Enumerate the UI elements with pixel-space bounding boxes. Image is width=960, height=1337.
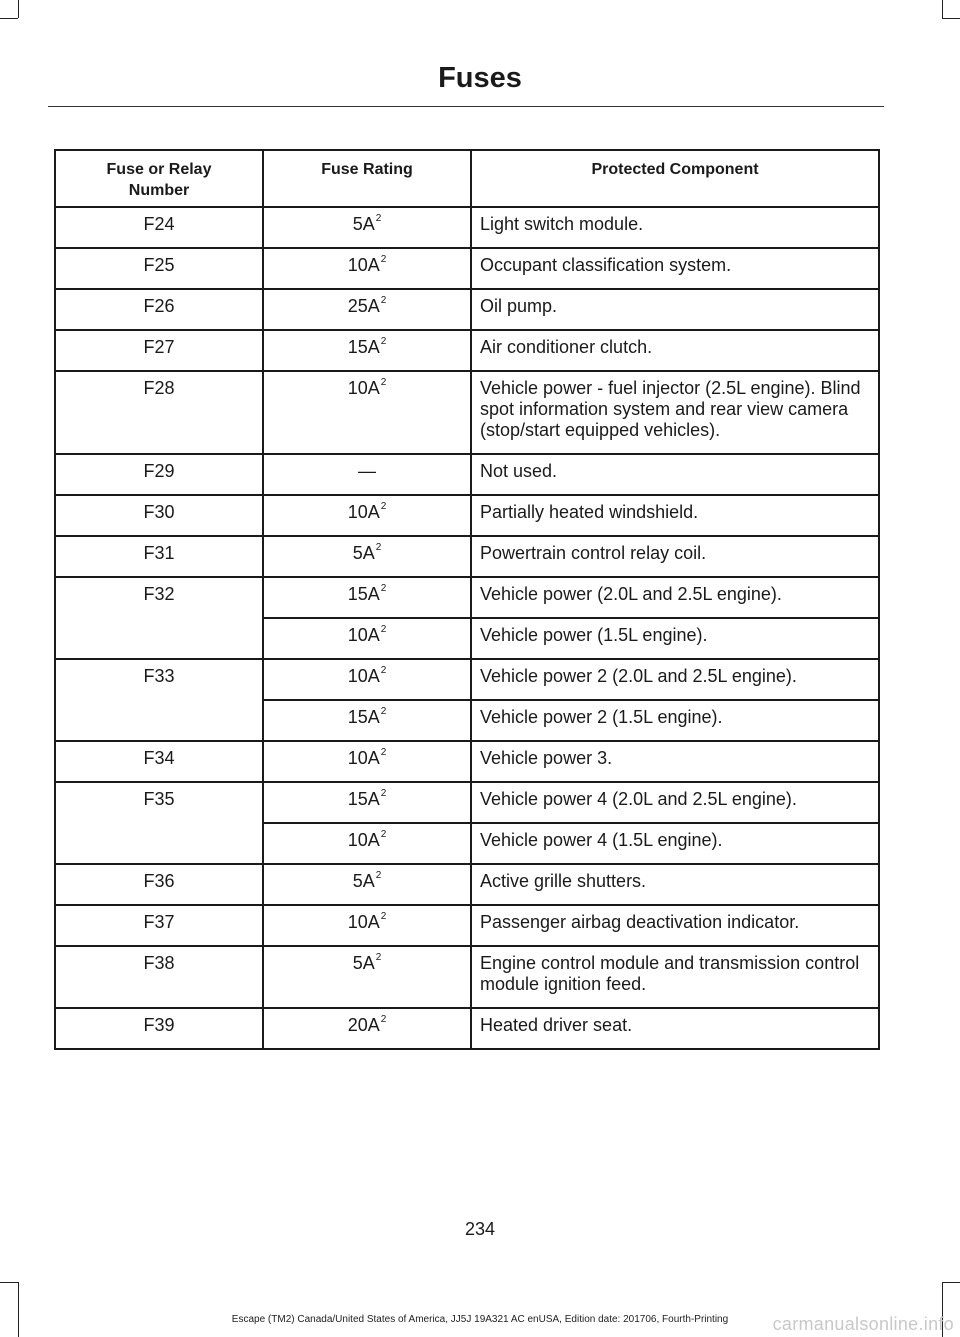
protected-component: Occupant classification system.: [471, 248, 879, 289]
fuse-number: F38: [55, 946, 263, 1008]
protected-component: Vehicle power 2 (1.5L engine).: [471, 700, 879, 741]
fuse-rating: [263, 207, 471, 248]
fuse-rating: [263, 289, 471, 330]
table-row: [55, 1008, 879, 1049]
table-row: [55, 371, 879, 454]
fuse-number: F27: [55, 330, 263, 371]
fuse-rating: [263, 659, 471, 700]
column-header-fuse-number-line1: Fuse or Relay: [106, 161, 212, 178]
table-row: [55, 577, 879, 618]
table-row: [55, 536, 879, 577]
page-number: 234: [464, 1219, 496, 1239]
fuse-number: F31: [55, 536, 263, 577]
fuse-rating-value: 5A: [352, 543, 375, 563]
header-divider: [48, 106, 884, 107]
column-header-fuse-number-line2: Number: [128, 182, 190, 199]
protected-component: Not used.: [471, 454, 879, 495]
fuse-number: F36: [55, 864, 263, 905]
fuse-rating: [263, 782, 471, 823]
table-row: [55, 495, 879, 536]
fuse-number: F28: [55, 371, 263, 454]
footnote-mark: 2: [380, 747, 387, 758]
protected-component: Active grille shutters.: [471, 864, 879, 905]
table-header-row: [55, 150, 879, 207]
footnote-mark: 2: [375, 213, 382, 224]
footnote-mark: 2: [375, 870, 382, 881]
protected-component: Passenger airbag deactivation indicator.: [471, 905, 879, 946]
footnote-mark: 2: [380, 788, 387, 799]
fuse-rating-value: 10A: [347, 748, 380, 768]
footnote-mark: 2: [380, 624, 387, 635]
fuse-number: F34: [55, 741, 263, 782]
protected-component: Vehicle power - fuel injector (2.5L engine). Blind spot information system and rear view camera (stop/start equipped vehicles).: [471, 371, 879, 454]
table-row: [55, 782, 879, 823]
fuse-rating: [263, 741, 471, 782]
fuse-rating-value: 15A: [347, 707, 380, 727]
fuse-rating-value: 20A: [347, 1015, 380, 1035]
fuse-rating: [263, 1008, 471, 1049]
protected-component: Air conditioner clutch.: [471, 330, 879, 371]
crop-mark: [942, 1282, 960, 1283]
table-row: [55, 946, 879, 1008]
fuse-rating-value: 10A: [347, 502, 380, 522]
table-row: [55, 905, 879, 946]
footnote-mark: 2: [380, 336, 387, 347]
fuse-number: F35: [55, 782, 263, 864]
protected-component: Light switch module.: [471, 207, 879, 248]
page-title: Fuses: [438, 62, 522, 94]
footnote-mark: 2: [380, 1014, 387, 1025]
footnote-mark: 2: [380, 829, 387, 840]
edition-line: Escape (TM2) Canada/United States of America, JJ5J 19A321 AC enUSA, Edition date: 201706, Fourth-Printing: [231, 1314, 729, 1325]
protected-component: Vehicle power 4 (1.5L engine).: [471, 823, 879, 864]
fuse-rating-value: —: [358, 461, 376, 481]
fuse-rating-value: 5A: [352, 953, 375, 973]
fuse-rating-value: 15A: [347, 337, 380, 357]
fuse-rating: [263, 864, 471, 905]
fuse-number: F29: [55, 454, 263, 495]
fuse-rating: [263, 371, 471, 454]
fuse-number: F32: [55, 577, 263, 659]
column-header-fuse-rating: Fuse Rating: [263, 150, 471, 207]
crop-mark: [18, 0, 19, 18]
fuse-number: F26: [55, 289, 263, 330]
protected-component: Vehicle power (1.5L engine).: [471, 618, 879, 659]
fuse-rating-value: 10A: [347, 378, 380, 398]
fuse-rating: [263, 905, 471, 946]
column-header-fuse-number: [55, 150, 263, 207]
table-row: [55, 864, 879, 905]
fuse-rating: [263, 946, 471, 1008]
fuse-rating-value: 5A: [352, 871, 375, 891]
fuse-number: F33: [55, 659, 263, 741]
protected-component: Vehicle power 3.: [471, 741, 879, 782]
table-row: [55, 248, 879, 289]
fuse-rating: [263, 454, 471, 495]
crop-mark: [0, 1282, 18, 1283]
fuse-rating: [263, 495, 471, 536]
table-row: [55, 741, 879, 782]
fuse-rating-value: 10A: [347, 255, 380, 275]
footnote-mark: 2: [380, 911, 387, 922]
fuse-rating-value: 25A: [347, 296, 380, 316]
footnote-mark: 2: [375, 542, 382, 553]
protected-component: Vehicle power 2 (2.0L and 2.5L engine).: [471, 659, 879, 700]
table-row: [55, 454, 879, 495]
fuse-number: F39: [55, 1008, 263, 1049]
table-row: [55, 330, 879, 371]
protected-component: Vehicle power (2.0L and 2.5L engine).: [471, 577, 879, 618]
table-row: [55, 289, 879, 330]
column-header-protected-component: Protected Component: [471, 150, 879, 207]
protected-component: Oil pump.: [471, 289, 879, 330]
footnote-mark: 2: [380, 583, 387, 594]
fuse-rating: [263, 700, 471, 741]
watermark: carmanualsonline.info: [772, 1314, 954, 1334]
footnote-mark: 2: [375, 952, 382, 963]
crop-mark: [942, 18, 960, 19]
crop-mark: [942, 0, 943, 18]
fuse-rating: [263, 248, 471, 289]
footnote-mark: 2: [380, 501, 387, 512]
fuse-rating-value: 10A: [347, 666, 380, 686]
fuse-rating-value: 10A: [347, 830, 380, 850]
footnote-mark: 2: [380, 706, 387, 717]
crop-mark: [18, 1282, 19, 1337]
table-row: [55, 207, 879, 248]
fuse-rating: [263, 330, 471, 371]
footnote-mark: 2: [380, 665, 387, 676]
protected-component: Powertrain control relay coil.: [471, 536, 879, 577]
fuse-rating: [263, 577, 471, 618]
footnote-mark: 2: [380, 295, 387, 306]
footnote-mark: 2: [380, 254, 387, 265]
protected-component: Engine control module and transmission control module ignition feed.: [471, 946, 879, 1008]
fuse-number: F24: [55, 207, 263, 248]
protected-component: Vehicle power 4 (2.0L and 2.5L engine).: [471, 782, 879, 823]
fuse-number: F30: [55, 495, 263, 536]
protected-component: Partially heated windshield.: [471, 495, 879, 536]
crop-mark: [0, 18, 18, 19]
fuse-rating-value: 5A: [352, 214, 375, 234]
fuse-rating: [263, 536, 471, 577]
protected-component: Heated driver seat.: [471, 1008, 879, 1049]
fuse-rating-value: 15A: [347, 584, 380, 604]
fuse-rating-value: 10A: [347, 625, 380, 645]
fuse-rating: [263, 618, 471, 659]
fuse-rating-value: 15A: [347, 789, 380, 809]
fuse-number: F25: [55, 248, 263, 289]
fuse-rating: [263, 823, 471, 864]
fuse-table-body: [55, 207, 879, 1049]
fuse-table: [54, 149, 880, 1050]
fuse-number: F37: [55, 905, 263, 946]
fuse-rating-value: 10A: [347, 912, 380, 932]
footnote-mark: 2: [380, 377, 387, 388]
table-row: [55, 659, 879, 700]
